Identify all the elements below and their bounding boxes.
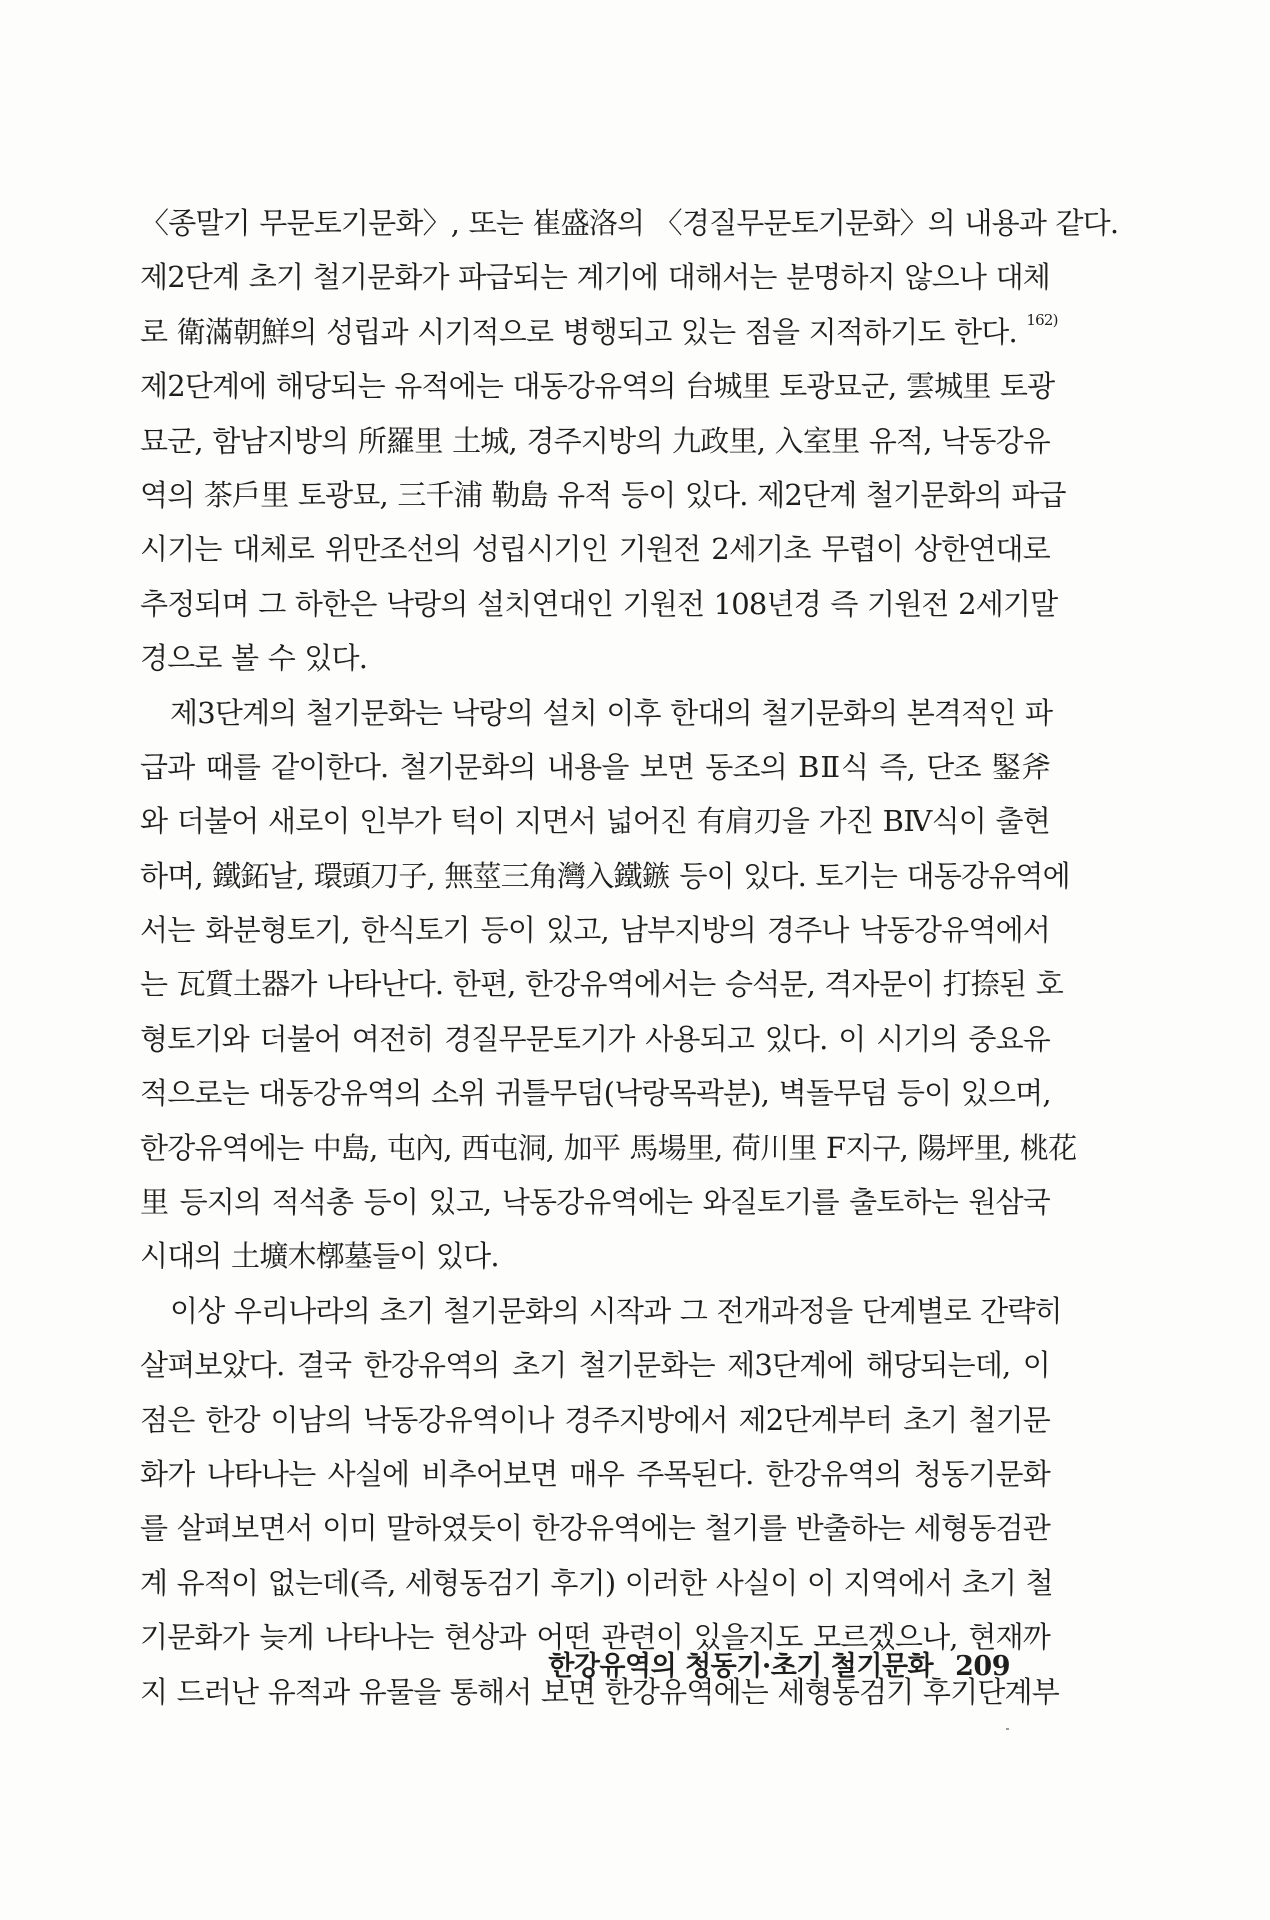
text-line: 〈종말기 무문토기문화〉, 또는 崔盛洛의 〈경질무문토기문화〉의 내용과 같다. [140,206,1119,240]
text-line: 지 드러난 유적과 유물을 통해서 보면 한강유역에는 세형동검기 후기단계부 [140,1674,1059,1709]
page-footer [520,1647,1010,1687]
text-line: 를 살펴보면서 이미 말하였듯이 한강유역에는 철기를 반출하는 세형동검관 [140,1511,1050,1546]
text-line: 급과 때를 같이한다. 철기문화의 내용을 보면 동조의 BⅡ식 즉, 단조 鋻斧 [140,749,1050,784]
text-line: 시대의 土壙木槨墓들이 있다. [140,1239,499,1274]
text-line: 제2단계 초기 철기문화가 파급되는 계기에 대해서는 분명하지 않으나 대체 [140,260,1050,295]
text-line: 한강유역에는 中島, 屯內, 西屯洞, 加平 馬場里, 荷川里 F지구, 陽坪里, 桃花 [140,1130,1077,1165]
text-line [140,305,1058,359]
text-line: 기문화가 늦게 나타나는 현상과 어떤 관련이 있을지도 모르겠으나, 현재까 [140,1620,1050,1655]
text-line: 와 더불어 새로이 인부가 턱이 지면서 넓어진 有肩刃을 가진 BⅣ식이 출현 [140,804,1050,839]
text-line: 시기는 대체로 위만조선의 성립시기인 기원전 2세기초 무렵이 상한연대로 [140,532,1050,567]
text-line: 추정되며 그 하한은 낙랑의 설치연대인 기원전 108년경 즉 기원전 2세기말 [140,586,1058,621]
text-line: 살펴보았다. 결국 한강유역의 초기 철기문화는 제3단계에 해당되는데, 이 [140,1348,1050,1383]
body-text [140,196,1119,1719]
text-line: 적으로는 대동강유역의 소위 귀틀무덤(낙랑목곽분), 벽돌무덤 등이 있으며, [140,1076,1051,1111]
text-line: 계 유적이 없는데(즉, 세형동검기 후기) 이러한 사실이 이 지역에서 초기 철 [140,1565,1053,1600]
text-line: 형토기와 더불어 여전히 경질무문토기가 사용되고 있다. 이 시기의 중요유 [140,1021,1050,1056]
paragraph-start-line: 제3단계의 철기문화는 낙랑의 설치 이후 한대의 철기문화의 본격적인 파 [170,695,1053,730]
text-line: 화가 나타나는 사실에 비추어보면 매우 주목된다. 한강유역의 청동기문화 [140,1456,1050,1491]
text-line: 점은 한강 이남의 낙동강유역이나 경주지방에서 제2단계부터 초기 철기문 [140,1402,1050,1437]
page-number: 209 [955,1651,1010,1682]
text-line: 하며, 鐵鉐날, 環頭刀子, 無莖三角灣入鐵鏃 등이 있다. 토기는 대동강유역에 [140,858,1070,893]
text-line: 里 등지의 적석총 등이 있고, 낙동강유역에는 와질토기를 출토하는 원삼국 [140,1185,1050,1220]
text-line: 경으로 볼 수 있다. [140,641,368,676]
text-line: 묘군, 함남지방의 所羅里 土城, 경주지방의 九政里, 入室里 유적, 낙동강유 [140,423,1050,458]
text-line-content: 로 衛滿朝鮮의 성립과 시기적으로 병행되고 있는 점을 지적하기도 한다. [140,314,1017,349]
paragraph-start-line: 이상 우리나라의 초기 철기문화의 시작과 그 전개과정을 단계별로 간략히 [170,1293,1062,1328]
text-line: 제2단계에 해당되는 유적에는 대동강유역의 台城里 토광묘군, 雲城里 토광 [140,369,1055,404]
print-speck [1006,1728,1009,1730]
running-title: 한강유역의 청동기·초기 철기문화 [548,1651,934,1682]
text-line: 는 瓦質土器가 나타난다. 한편, 한강유역에서는 승석문, 격자문이 打捺된 호 [140,967,1063,1002]
footnote-reference: 162) [1026,310,1058,329]
text-line: 서는 화분형토기, 한식토기 등이 있고, 남부지방의 경주나 낙동강유역에서 [140,913,1050,948]
text-line: 역의 茶戶里 토광묘, 三千浦 勒島 유적 등이 있다. 제2단계 철기문화의 파급 [140,477,1066,512]
